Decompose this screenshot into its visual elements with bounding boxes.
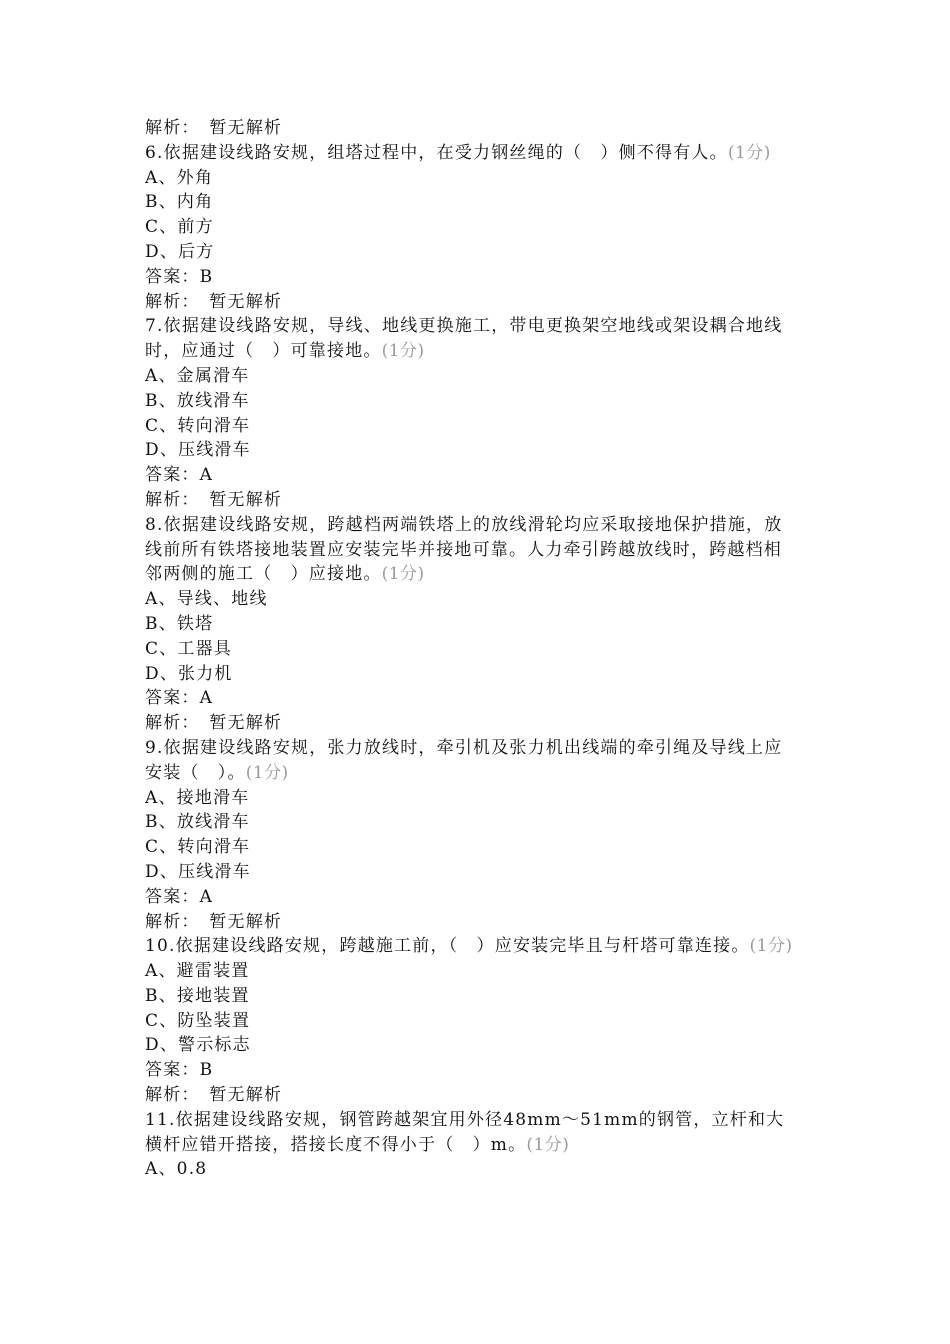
question-block xyxy=(145,934,797,1108)
option-item: B、放线滑车 xyxy=(145,390,250,411)
question-number: 10. xyxy=(145,936,176,957)
question-number: 9. xyxy=(145,737,164,758)
question-block xyxy=(145,513,797,736)
option-item: B、铁塔 xyxy=(145,613,214,634)
question-score: (1分) xyxy=(245,762,289,783)
question-number: 8. xyxy=(145,514,164,535)
option-item: D、后方 xyxy=(145,241,215,262)
exam-page xyxy=(145,116,797,1182)
question-score: (1分) xyxy=(381,564,425,585)
question-stem xyxy=(145,513,797,587)
answer-line: 答案：B xyxy=(145,1060,214,1081)
answer-line: 答案：B xyxy=(145,266,214,287)
analysis-line: 解析： 暂无解析 xyxy=(145,713,283,734)
question-number: 11. xyxy=(145,1109,176,1130)
question-score: (1分) xyxy=(526,1134,570,1155)
option-item: B、内角 xyxy=(145,192,214,213)
option-item: A、0.8 xyxy=(145,1159,208,1180)
question-score: (1分) xyxy=(749,936,793,957)
question-text: 依据建设线路安规，跨越档两端铁塔上的放线滑轮均应采取接地保护措施，放线前所有铁塔接地装置应安装完毕并接地可靠。人力牵引跨越放线时，跨越档相邻两侧的施工（ ）应接地。 xyxy=(145,514,783,585)
question-stem xyxy=(145,736,797,786)
answer-line: 答案：A xyxy=(145,465,214,486)
option-item: C、工器具 xyxy=(145,638,233,659)
option-item: C、前方 xyxy=(145,217,214,238)
question-text: 依据建设线路安规，张力放线时，牵引机及张力机出线端的牵引绳及导线上应安装（ ）。 xyxy=(145,737,783,783)
option-item: D、压线滑车 xyxy=(145,440,251,461)
analysis-line: 解析： 暂无解析 xyxy=(145,1085,283,1106)
question-block xyxy=(145,1108,797,1182)
answer-line: 答案：A xyxy=(145,688,214,709)
question-text: 依据建设线路安规，组塔过程中，在受力钢丝绳的（ ）侧不得有人。 xyxy=(163,142,728,163)
question-number: 7. xyxy=(145,316,164,337)
analysis-line: 解析： 暂无解析 xyxy=(145,489,283,510)
question-text: 依据建设线路安规，跨越施工前，（ ）应安装完毕且与杆塔可靠连接。 xyxy=(175,936,750,957)
option-item: D、警示标志 xyxy=(145,1035,251,1056)
option-item: A、金属滑车 xyxy=(145,365,250,386)
question-block xyxy=(145,736,797,934)
question-stem xyxy=(145,1108,797,1158)
analysis-line: 解析： 暂无解析 xyxy=(145,118,283,138)
option-item: A、外角 xyxy=(145,167,214,188)
question-list xyxy=(145,141,797,1182)
question-stem xyxy=(145,141,797,166)
option-item: B、放线滑车 xyxy=(145,812,250,833)
question-number: 6. xyxy=(145,142,164,163)
option-item: D、张力机 xyxy=(145,663,233,684)
analysis-line: 解析： 暂无解析 xyxy=(145,911,283,932)
question-text: 依据建设线路安规，钢管跨越架宜用外径48mm～51mm的钢管，立杆和大横杆应错开搭接，搭接长度不得小于（ ）m。 xyxy=(145,1109,785,1155)
option-item: D、压线滑车 xyxy=(145,861,251,882)
question-stem xyxy=(145,934,797,959)
option-item: C、转向滑车 xyxy=(145,415,251,436)
option-item: A、避雷装置 xyxy=(145,961,250,982)
question-block xyxy=(145,141,797,315)
option-item: B、接地装置 xyxy=(145,985,250,1006)
option-item: A、接地滑车 xyxy=(145,787,250,808)
question-stem xyxy=(145,314,797,364)
answer-line: 答案：A xyxy=(145,886,214,907)
question-text: 依据建设线路安规，导线、地线更换施工，带电更换架空地线或架设耦合地线时，应通过（ ）可靠接地。 xyxy=(145,316,783,362)
option-item: C、转向滑车 xyxy=(145,837,251,858)
option-item: A、导线、地线 xyxy=(145,589,268,610)
option-item: C、防坠装置 xyxy=(145,1010,251,1031)
question-block xyxy=(145,314,797,512)
analysis-line: 解析： 暂无解析 xyxy=(145,291,283,312)
question-score: (1分) xyxy=(381,341,425,362)
question-score: (1分) xyxy=(727,142,771,163)
